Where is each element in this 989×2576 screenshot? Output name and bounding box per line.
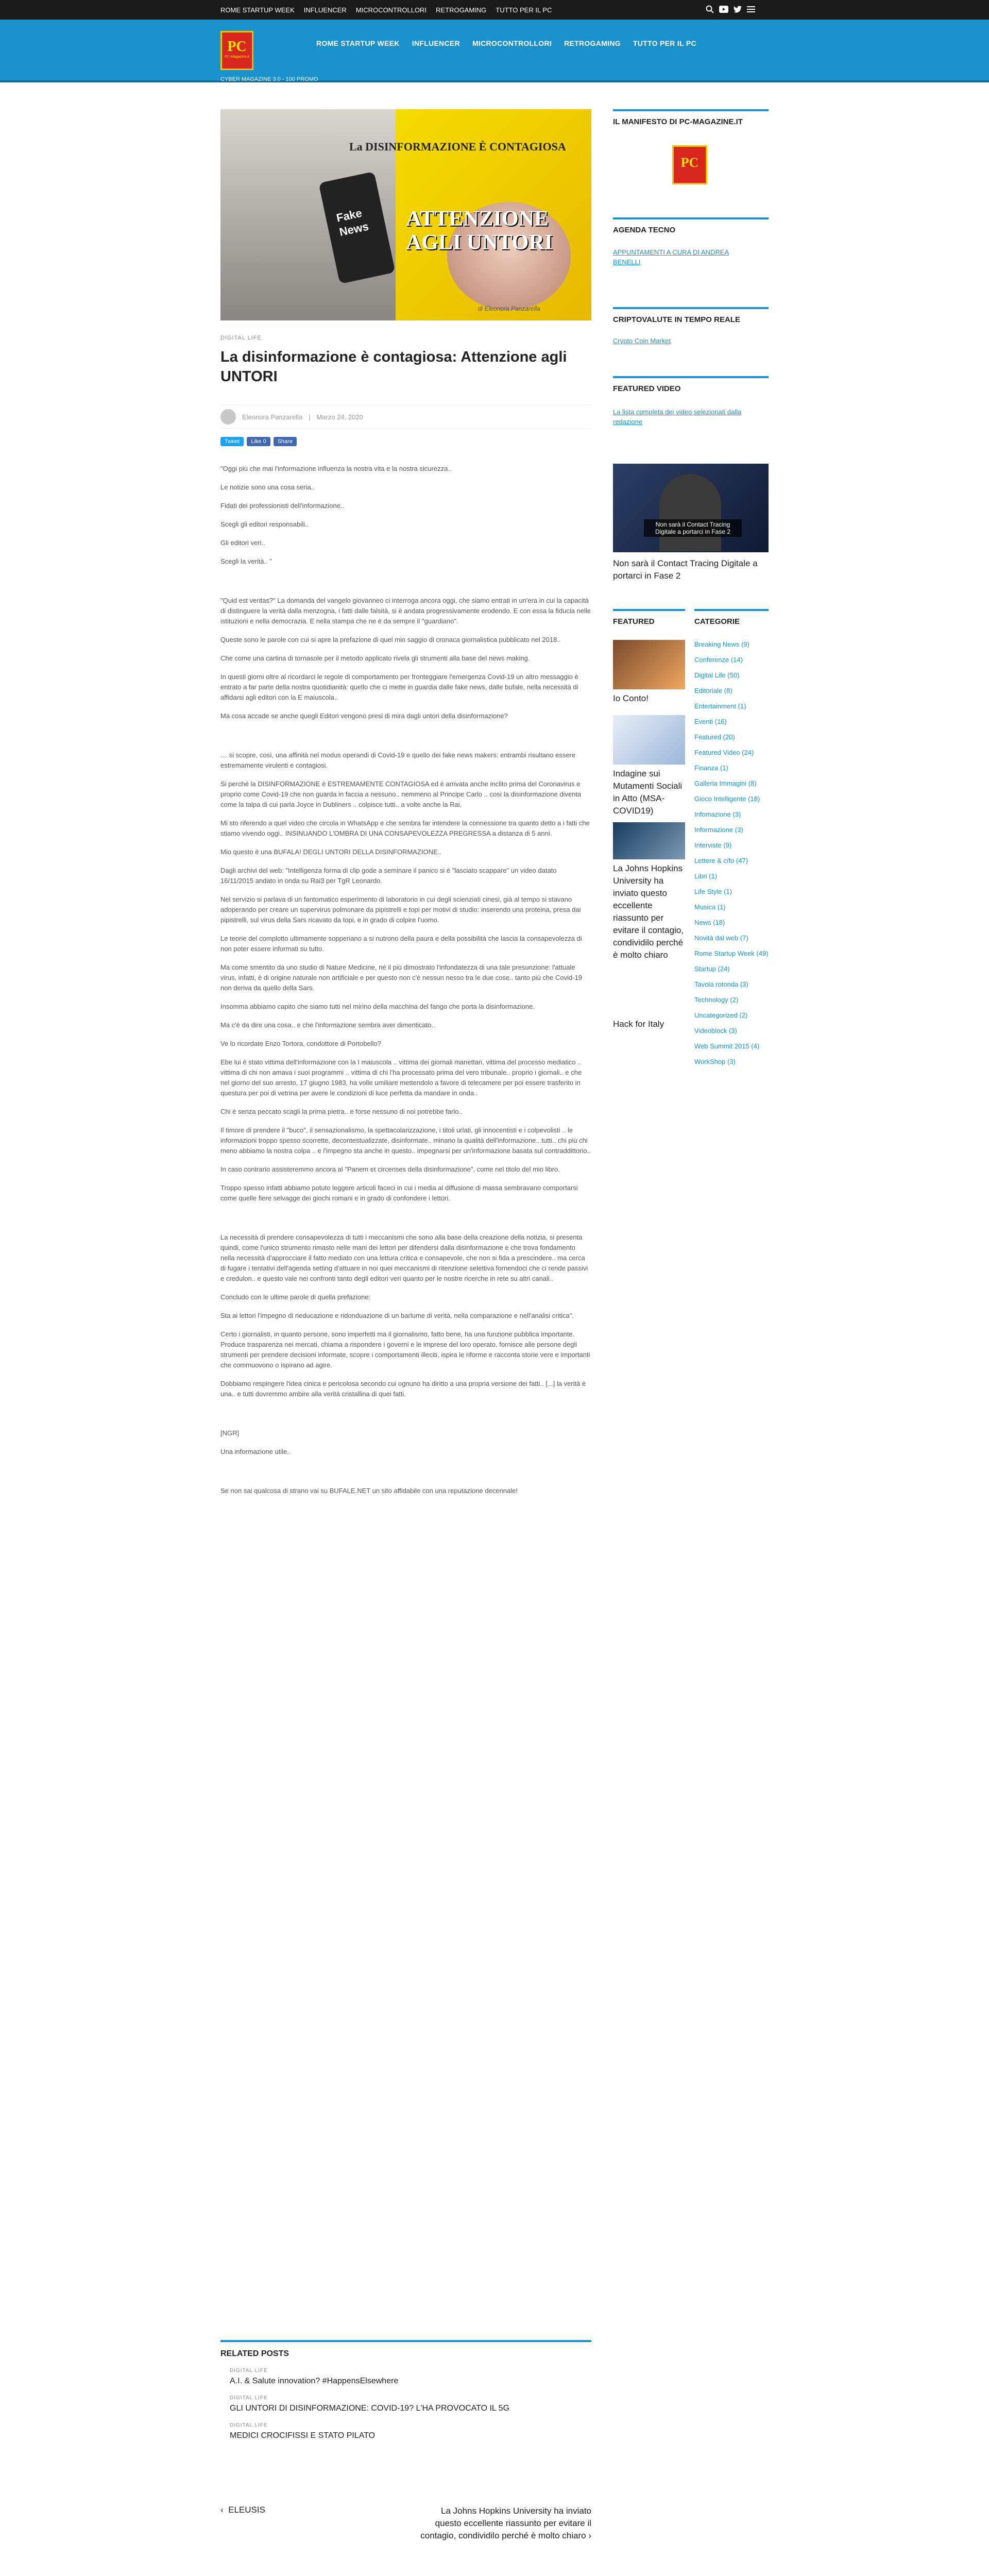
paragraph: Gli editori veri.. (220, 539, 265, 547)
category-item[interactable]: Interviste (9) (694, 841, 732, 849)
featured-title[interactable]: La Johns Hopkins University ha inviato questo eccellente riassunto per evitare il contagio, condividilo perché è molto chiaro (613, 863, 684, 960)
category-item[interactable]: Finanza (1) (694, 764, 728, 772)
featured-title[interactable]: Indagine sui Mutamenti Sociali in Atto (MSA-COVID19) (613, 769, 683, 816)
featured-title[interactable]: Io Conto! (613, 693, 649, 703)
chevron-left-icon: ‹ (220, 2505, 229, 2515)
category-item[interactable]: Featured Video (24) (694, 749, 754, 756)
paragraph: In caso contrario assisteremmo ancora al "Panem et circenses della disinformazione", come nel titolo del mio libro. (220, 1165, 560, 1173)
category-item[interactable]: Life Style (1) (694, 888, 732, 895)
agenda-link[interactable]: APPUNTAMENTI A CURA DI ANDREA BENELLI (613, 248, 729, 266)
paragraph: Ebe lui è stato vittima dell'informazione con la I maiuscola .. vittima dei giornali manettari, vittima del processo mediatico .. vittima di chi non amava i suoi programmi .. vittima di chi l'ha processato prima del vero tribunale.. proprio i giornali.. e che nel giorno del suo arresto, 17 giugno 1983, ha volle umiliare mettendolo a favore di telecamere per poi essere trasferito in questura per poi di vetrina per avere le condizioni di luce perfetta da mandare in onda.. (220, 1058, 582, 1097)
paragraph: [NGR] (220, 1429, 240, 1437)
phone-text: Fake News (335, 206, 370, 239)
hero-image (220, 109, 591, 320)
category-item[interactable]: Editoriale (8) (694, 687, 732, 694)
category-item[interactable]: Lettere & c/fo (47) (694, 857, 748, 865)
person-image (659, 474, 721, 551)
hero-signature: di Eleonora Panzarella (478, 305, 540, 312)
paragraph: Le teorie del complotto ultimamente sopperiano a si nutrono della paura e della possibilità che lascia la consapevolezza di non poter essere informati su tutto. (220, 935, 582, 953)
top-nav-link[interactable]: ROME STARTUP WEEK (220, 6, 295, 14)
top-nav-link[interactable]: MICROCONTROLLORI (355, 6, 427, 14)
category-item[interactable]: Gioco Intelligente (18) (694, 795, 760, 803)
top-nav-link[interactable]: TUTTO PER IL PC (496, 6, 552, 14)
category-item[interactable]: WorkShop (3) (694, 1058, 736, 1065)
next-post-link[interactable] (416, 2505, 591, 2542)
paragraph: "Quid est veritas?" La domanda del vangelo giovanneo ci interroga ancora oggi, che siamo entrati in un'era in cui la capacità di distinguere la verità dalla menzogna, i fatti dalle falsità, si è andata progressivamente erodendo. E con essa la fiducia nelle istituzioni e nella democrazia. E nella stampa che ne è da sempre il "guardiano". (220, 597, 591, 625)
share-button[interactable]: Share (274, 437, 297, 446)
related-category: DIGITAL LIFE (230, 2422, 268, 2428)
paragraph: Dobbiamo respingere l'idea cinica e pericolosa secondo cui ognuno ha diritto a una propria versione dei fatti.. [...] la verità è una.. e tutti dovremmo ambire alla verità cristallina di quei fatti. (220, 1380, 586, 1398)
paragraph: Mio questo è una BUFALA! DEGLI UNTORI DELLA DISINFORMAZIONE.. (220, 848, 441, 856)
featured-thumb[interactable] (613, 715, 685, 765)
paragraph: Se non sai qualcosa di strano vai su BUFALE.NET un sito affidabile con una reputazione decennale! (220, 1487, 518, 1495)
paragraph: Fidati dei professionisti dell'informazione.. (220, 502, 345, 510)
site-logo[interactable] (220, 31, 253, 70)
paragraph: Scegli gli editori responsabili.. (220, 520, 309, 528)
widget-title: FEATURED VIDEO (613, 376, 769, 393)
widget-title: FEATURED (613, 609, 685, 626)
category-item[interactable]: Startup (24) (694, 965, 730, 973)
meta-separator: | (309, 413, 311, 421)
category-item[interactable]: Uncategorized (2) (694, 1011, 748, 1019)
author-name[interactable]: Eleonora Panzarella (242, 413, 303, 421)
article-body (220, 464, 591, 1504)
category-item[interactable]: Eventi (16) (694, 718, 727, 725)
paragraph: Sta ai lettori l'impegno di rieducazione e ridonduazione di un barlume di verità, nella comparazione e nell'analisi critica". (220, 1312, 574, 1319)
hero-headline (406, 207, 553, 255)
social-buttons (220, 437, 297, 446)
related-item[interactable] (220, 2368, 591, 2386)
widget-title: AGENDA TECNO (613, 217, 769, 234)
paragraph: Il timore di prendere il "buco", il sensazionalismo, la spettacolarizzazione, i titoli urlati, gli innocentisti e i colpevolisti .. le informazioni troppo spesso scorrette, decontestualizzate, disinformate.. minano la qualità dell'informazione.. tutti.. chi più chi meno abbiamo la nostra colpa .. e l'impegno sta anche in questo.. impegnarsi per un'informazione basata sul contraddittorio.. (220, 1126, 591, 1155)
paragraph: Queste sono le parole con cui si apre la prefazione di quel mio saggio di cronaca giornalistica pubblicato nel 2018.. (220, 636, 561, 643)
category-item[interactable]: Musica (1) (694, 903, 726, 911)
tweet-button[interactable]: Tweet (220, 437, 244, 446)
video-thumbnail[interactable] (613, 464, 769, 552)
paragraph: Che come una cartina di tornasole per il metodo applicato rivela gli strumenti alla base del news making. (220, 654, 530, 662)
related-title[interactable]: GLI UNTORI DI DISINFORMAZIONE: COVID-19? L'HA PROVOCATO IL 5G (230, 2404, 510, 2413)
related-category: DIGITAL LIFE (230, 2368, 268, 2374)
widget-title: CRIPTOVALUTE IN TEMPO REALE (613, 307, 769, 324)
category-list (694, 640, 769, 1073)
category-item[interactable]: Tavola rotonda (3) (694, 980, 748, 988)
paragraph: Si perché la DISINFORMAZIONE è ESTREMAMENTE CONTAGIOSA ed è arrivata anche inclito prima del Coronavirus e proprio come Covid-19 che non guarda in faccia a nessuno.. nemmeno al Principe Carlo .. così la disinformazione diventa come la talpa di cui parla Joyce in Dubliners .. colpisce tutti.. a volte anche la Rai. (220, 780, 582, 808)
paragraph: "Oggi più che mai l'informazione influenza la nostra vita e la nostra sicurezza.. (220, 465, 452, 472)
site-header (0, 20, 989, 82)
related-title[interactable]: MEDICI CROCIFISSI E STATO PILATO (230, 2431, 376, 2440)
category-item[interactable]: Novità dal web (7) (694, 934, 748, 942)
twitter-icon[interactable] (734, 6, 742, 13)
paragraph: … si scopre, così, una affinità nel modus operandi di Covid-19 e quello dei fake news makers: entrambi risultano essere estremamente virulenti e contagiosi. (220, 751, 576, 769)
crypto-link[interactable]: Crypto Coin Market (613, 337, 671, 345)
paragraph: La necessità di prendere consapevolezza di tutti i meccanismi che sono alla base della creazione della notizia, si presenta quindi, come l'unico strumento rimasto nelle mani dei lettori per difendersi dalla disinformazione e che trova fondamento nella necessità d'approcciare il fatto mediato con una lettura critica e consapevole, che non si fida a prescindere.. ma cerca di fugare i tentativi dell'agenda setting d'attuare in noi quei meccanismi di ritenzione selettiva fornendoci che ci rende passivi e credulon.. e questo vale nei confronti tanto degli editori veri quanto per le nostre ricerche in rete su altri canali.. (220, 1233, 588, 1282)
category-item[interactable]: Digital Life (50) (694, 671, 740, 679)
main-nav (316, 39, 696, 47)
related-title[interactable]: A.I. & Salute innovation? #HappensElsewhere (230, 2377, 399, 2385)
top-nav (220, 6, 552, 14)
category-item[interactable]: Galleria Immagini (8) (694, 779, 757, 787)
paragraph: Concludo con le ultime parole di quella prefazione: (220, 1293, 371, 1301)
paragraph: Troppo spesso infatti abbiamo potuto leggere articoli faceci in cui i media al diffusione di massa sembravano comportarsi come quelle fiere selvagge dei giochi romani e in grado di confondere i lettori. (220, 1184, 578, 1202)
paragraph: Le notizie sono una cosa seria.. (220, 483, 315, 491)
category-item[interactable]: Rome Startup Week (49) (694, 950, 769, 957)
category-item[interactable]: Breaking News (9) (694, 640, 749, 648)
article-category[interactable]: DIGITAL LIFE (220, 335, 262, 341)
menu-icon[interactable] (747, 6, 755, 13)
prev-post-link[interactable] (220, 2505, 265, 2515)
paragraph: Dagli archivi del web: "Intelligenza forma di clip gode a seminare il panico si è "lasciato scappare" un video datato 16/11/2015 andato in onda su Rai3 per TgR Leonardo. (220, 867, 557, 885)
paragraph: Nel servizio si parlava di un fantomatico esperimento di laboratorio in cui degli scienziati cinesi, già al tempo si stavano adoperando per creare un supervirus polmonare da pipistrelli e topi per motivi di studio: inserendo una proteina, presa dai pipistrelli, sul virus della Sars ricavato da topi, e in grado di colpire l'uomo. (220, 895, 581, 924)
widget-title: IL MANIFESTO DI PC-MAGAZINE.IT (613, 109, 769, 126)
category-item[interactable]: Conferenze (14) (694, 656, 743, 664)
paragraph: Mi sto riferendo a quel video che circola in WhatsApp e che sembra far intendere la connessione tra quanto detto a i fatti che stiamo vivendo oggi.. INSINUANDO L'OMBRA DI UNA CONSAPEVOLEZZA PREGRESSA a distanza di 5 anni. (220, 819, 590, 837)
category-item[interactable]: Videoblock (3) (694, 1027, 737, 1035)
paragraph: In questi giorni oltre al ricordarci le regole di comportamento per fronteggiare l'emergenza Covid-19 un altro messaggio è entrato a far parte della nostra quotidianità: quello che ci mette in guardia dalle fake news, dalle bufale, nella necessità di affidarsi agli editori con la E maiuscola.. (220, 673, 578, 701)
publish-date: Marzo 24, 2020 (316, 413, 363, 421)
manifesto-logo[interactable]: PC (672, 145, 707, 184)
main-nav-item[interactable]: TUTTO PER IL PC (633, 39, 696, 47)
widget-title: CATEGORIE (694, 609, 769, 626)
top-icons (706, 5, 755, 13)
related-item[interactable] (220, 2395, 591, 2413)
featured-list (613, 640, 685, 1030)
paragraph: Ma c'è da dire una cosa.. e che l'informazione sembra aver dimenticato.. (220, 1021, 435, 1029)
logo-sub: PC-Magazine.it (225, 55, 249, 59)
paragraph: Scegli la verità.. " (220, 557, 272, 565)
related-heading: RELATED POSTS (220, 2340, 591, 2359)
related-item[interactable] (220, 2422, 591, 2441)
category-item[interactable]: Libri (1) (694, 872, 718, 880)
related-category: DIGITAL LIFE (230, 2395, 268, 2401)
paragraph: Chi è senza peccato scagli la prima pietra.. e forse nessuno di noi potrebbe farlo.. (220, 1108, 463, 1115)
paragraph: Ma cosa accade se anche quegli Editori vengono presi di mira dagli untori della disinformazione? (220, 712, 508, 720)
main-nav-item[interactable]: MICROCONTROLLORI (472, 39, 552, 47)
video-caption[interactable]: Non sarà il Contact Tracing Digitale a portarci in Fase 2 (613, 558, 758, 581)
chevron-right-icon: › (586, 2531, 591, 2540)
hero-line3: AGLI UNTORI (406, 231, 553, 255)
paragraph: Una informazione utile.. (220, 1448, 291, 1455)
top-nav-link[interactable]: INFLUENCER (303, 6, 347, 14)
video-list-link[interactable]: La lista completa dei video selezionati dalla redazione (613, 408, 742, 426)
main-column (220, 109, 591, 2540)
top-nav-link[interactable]: RETROGAMING (436, 6, 487, 14)
featured-thumb[interactable] (613, 822, 685, 859)
paragraph: Certo i giornalisti, in quanto persone, sono imperfetti ma il giornalismo, fatto bene, ha una funzione pubblica importante. Produce trasparenza nei mercati, chiama a rispondere i governi e le imprese del loro operato, fornisce alle persone degli strumenti per prendere decisioni informate, scopre i comportamenti illeciti, ispira le riforme e racconta storie vere e importanti che commuovono o ispirano ad agire. (220, 1330, 590, 1369)
featured-title[interactable]: Hack for Italy (613, 1019, 664, 1029)
next-post-title[interactable]: La Johns Hopkins University ha inviato questo eccellente riassunto per evitare il contagio, condividilo perché è molto chiaro (420, 2506, 591, 2540)
hero-line2: ATTENZIONE (406, 207, 549, 231)
video-overlay-text: Non sarà il Contact Tracing Digitale a portarci in Fase 2 (644, 519, 742, 537)
main-nav-item[interactable]: INFLUENCER (412, 39, 460, 47)
search-icon[interactable] (706, 5, 714, 13)
article-meta (220, 405, 591, 429)
category-item[interactable]: Informazione (3) (694, 826, 743, 834)
avatar (220, 409, 236, 425)
like-button[interactable]: Like 0 (247, 437, 270, 446)
category-item[interactable]: Infomazione (3) (694, 810, 741, 818)
category-item[interactable]: Featured (20) (694, 733, 735, 741)
category-item[interactable]: News (18) (694, 919, 725, 926)
prev-post-title[interactable]: ELEUSIS (228, 2505, 265, 2515)
youtube-icon[interactable] (719, 6, 728, 13)
related-posts (220, 2340, 591, 2441)
hero-line1: La DISINFORMAZIONE È CONTAGIOSA (349, 140, 566, 153)
category-item[interactable]: Entertainment (1) (694, 702, 746, 710)
article-title: La disinformazione è contagiosa: Attenzione agli UNTORI (220, 349, 567, 385)
category-item[interactable]: Technology (2) (694, 996, 739, 1004)
main-nav-item[interactable]: RETROGAMING (564, 39, 621, 47)
paragraph: Ma come smentito da uno studio di Nature Medicine, né il più dimostrato l'infondatezza di una tale presunzione: l'attuale virus, infatti, è di origine naturale non artificiale e per questo non c'è nessun nesso tra le due cose.. tanto più che Covid-19 non deriva da quello della Sars. (220, 963, 583, 992)
category-item[interactable]: Web Summit 2015 (4) (694, 1042, 760, 1050)
main-nav-item[interactable]: ROME STARTUP WEEK (316, 39, 400, 47)
site-tagline: CYBER MAGAZINE 3.0 - 100 PROMO (220, 76, 318, 82)
paragraph: Ve lo ricordate Enzo Tortora, condottore di Portobello? (220, 1040, 381, 1047)
logo-text: PC (227, 39, 247, 55)
paragraph: Insomma abbiamo capito che siamo tutti nel mirino della macchina del fango che porta la disinformazione. (220, 1003, 535, 1010)
top-bar (0, 0, 989, 20)
featured-thumb[interactable] (613, 640, 685, 689)
